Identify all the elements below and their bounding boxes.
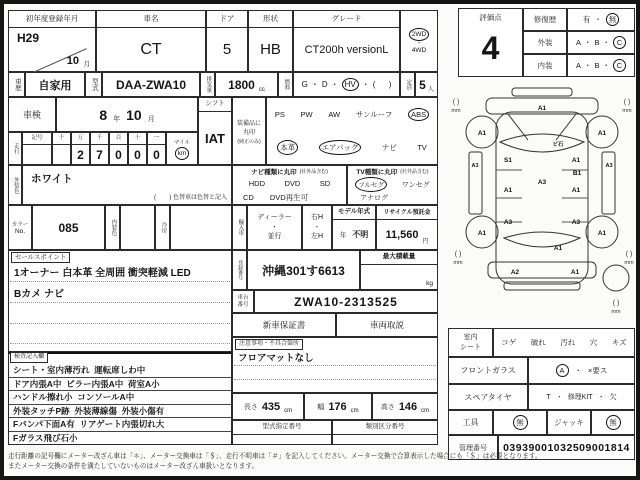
spare-t: T — [546, 393, 551, 401]
inspector-line-3: ハンドル擦れ小 コンソールA中 — [9, 391, 231, 405]
displacement-label-cell — [200, 72, 215, 97]
history-value: 自家用 — [25, 72, 85, 97]
mm-label-top-right: mm — [622, 108, 632, 114]
equipment-row-2 — [267, 131, 437, 164]
model-code-value: DAA-ZWA10 — [102, 72, 200, 97]
body-color-label-cell — [8, 165, 22, 205]
body-color-value: ホワイト — [31, 173, 73, 185]
tools-none-circled: 無 — [513, 415, 528, 430]
windshield-a-circled: A — [556, 364, 569, 377]
diagram-mark-left-sill: A3 — [471, 163, 479, 169]
management-no-value: 03939001032509001814 — [498, 435, 635, 460]
seat-label-cell — [448, 328, 493, 357]
handle-dot: ・ — [313, 223, 321, 231]
tv-items-row-1 — [348, 177, 437, 192]
recycle-value: 11,560 — [385, 228, 419, 241]
sales-rule-4 — [10, 343, 230, 344]
tv-fullseg-circled: フルセグ — [355, 177, 387, 192]
shift-label: シフト — [199, 98, 231, 112]
model-code-label-cell — [85, 72, 102, 97]
shape-label: 形状 — [249, 11, 292, 28]
digit-header-10k: 万 — [72, 133, 89, 145]
mm-label-bottom-right: mm — [624, 260, 634, 266]
classification-value — [333, 435, 437, 444]
import-label-cell — [232, 205, 247, 250]
spare-tire-label: スペアタイヤ — [448, 384, 528, 410]
exterior-grade-label: 外装 — [523, 31, 567, 54]
repair-no-circled: 無 — [606, 13, 620, 26]
handle-side-cell — [302, 205, 332, 250]
notes-rule-1 — [234, 365, 436, 366]
exterior-c-circled: C — [613, 36, 626, 49]
notes-rule-2 — [234, 379, 436, 380]
mileage-symbol-header: 記号 — [23, 133, 51, 145]
diagram-mark-right-quarter: A3 — [571, 219, 581, 226]
mm-label-top-left: mm — [451, 108, 461, 114]
diagram-mark-right-sill: A3 — [605, 163, 613, 169]
repair-dot: ・ — [594, 15, 602, 24]
seat-label-1: 室内 — [463, 334, 478, 342]
equipment-label-2: 丸印 — [242, 129, 255, 136]
equipment-label-1: 装備品に — [236, 120, 261, 127]
equipment-leather-circled: 本革 — [277, 140, 298, 155]
seat-item-burn: コゲ — [501, 338, 517, 347]
nav-hdd: HDD — [248, 179, 265, 189]
diagram-mark-fl-wheel: A1 — [477, 130, 487, 137]
model-year-value-row — [333, 220, 375, 249]
jack-value — [591, 410, 635, 435]
mileage-digit-10 — [128, 132, 147, 165]
seat-label-2: シート — [460, 343, 481, 351]
shift-cell — [198, 97, 232, 165]
equipment-items-cell — [266, 97, 438, 165]
type-designation-value — [233, 435, 331, 444]
tools-label: 工具 — [448, 410, 493, 435]
ac-value — [170, 205, 232, 250]
mileage-symbol-value — [23, 145, 51, 164]
spare-dot-1: ・ — [555, 394, 563, 401]
mileage-digit-1k — [90, 132, 109, 165]
door-seam-lines — [496, 170, 588, 222]
month-unit: 月 — [83, 61, 90, 68]
first-registration-month: 10 — [66, 55, 79, 67]
sales-line-1: 1オーナー 白本革 全周囲 衝突軽減 LED — [14, 268, 191, 279]
fuel-dot-2: ・ — [330, 80, 339, 89]
handle-left: 左H — [310, 233, 324, 241]
mm-bracket-bottom-left: ( ) — [454, 251, 462, 258]
model-year-cell — [332, 205, 376, 250]
interior-grade-label: 内装 — [523, 54, 567, 77]
registration-label: 登録番号 — [237, 260, 244, 280]
digit-100k — [53, 145, 70, 164]
height-label: 高さ — [380, 403, 395, 411]
history-label: 車歴 — [13, 78, 21, 91]
doors-cell — [206, 10, 248, 72]
inspector-line-4: 外装タッチP跡 外装薄線傷 外装小傷有 — [9, 405, 231, 419]
payload-cell — [360, 250, 438, 290]
capacity-unit: 人 — [427, 87, 434, 93]
rear-bumper-shape — [488, 262, 596, 278]
recycle-cell — [376, 205, 438, 250]
footer-notes — [8, 452, 632, 472]
chassis-value: ZWA10-2313525 — [254, 290, 438, 313]
nav-dvd-play: DVD再生可 — [269, 192, 309, 202]
first-registration-year: H29 — [17, 31, 40, 45]
nav-sd: SD — [319, 179, 331, 189]
model-code-label: 型式 — [90, 78, 98, 91]
grade-label: グレード — [294, 11, 399, 28]
jack-none-circled: 無 — [606, 415, 621, 430]
width-cell — [304, 393, 372, 420]
shape-value: HB — [260, 41, 281, 58]
car-name-value: CT — [140, 40, 162, 58]
rear-window-shape — [504, 232, 580, 247]
windshield-dot: ・ — [574, 366, 583, 375]
tv-type-header-row — [348, 166, 437, 177]
spare-repair-kit: 修理KIT — [567, 394, 593, 401]
color-change-note: ( ) 色替車は色替と記入 — [154, 195, 227, 201]
shaken-year-unit: 年 — [113, 115, 121, 123]
inspector-line-6: Fガラス飛び石小 — [13, 432, 78, 443]
handle-right: 右H — [310, 213, 324, 221]
inspector-line-5: Fバンパ下面A有 リアゲート内張切れ大 — [9, 418, 231, 432]
seat-item-scratch: キズ — [611, 338, 627, 347]
first-registration-label: 初年度登録年月 — [9, 11, 95, 28]
tv-type-cell — [347, 165, 438, 205]
repair-yes: 有 — [582, 15, 591, 24]
score-value: 4 — [481, 30, 500, 66]
body-color-cell — [22, 165, 232, 205]
sales-rule-3 — [10, 323, 230, 324]
mileage-unit-cell — [166, 132, 198, 165]
mileage-digit-100 — [109, 132, 128, 165]
equipment-sunroof: サンルーフ — [355, 110, 393, 119]
classification-label: 類別区分番号 — [333, 421, 437, 435]
digit-header-10: 十 — [129, 133, 146, 145]
capacity-label: 定員 — [405, 79, 412, 90]
windshield-x-note: ×要ス — [588, 366, 608, 375]
height-value: 146 — [398, 400, 418, 413]
digit-header-1: 一 — [148, 133, 165, 145]
mm-bracket-bottom-right: ( ) — [625, 251, 633, 258]
grade-value: CT200h versionL — [304, 43, 389, 56]
nav-cd: CD — [243, 192, 254, 202]
diagram-mark-front-bumper: A1 — [537, 105, 547, 112]
capacity-value: 5 — [419, 77, 426, 92]
rear-lower-bar-shape — [504, 282, 580, 290]
model-year-value: 不明 — [352, 230, 369, 239]
registration-value: 沖縄301す6613 — [247, 250, 360, 290]
drivetrain-separator: ・ — [415, 41, 422, 47]
digit-1k: 7 — [96, 147, 103, 162]
footer-line-2: またメーター交換の条件を満たしていないものはメーター改ざん車扱いとなります。 — [8, 463, 259, 471]
mm-bracket-spare: ( ) — [612, 300, 620, 307]
tools-value — [493, 410, 547, 435]
tv-type-header-small: (社外品含む) — [400, 169, 429, 175]
mm-bracket-top-left: ( ) — [452, 99, 460, 106]
windshield-shape — [500, 134, 584, 152]
color-no-label-2: No. — [14, 228, 26, 235]
exterior-dot-1: ・ — [584, 38, 592, 47]
doors-label: ドア — [207, 11, 247, 28]
interior-b: B — [594, 61, 600, 70]
chassis-label-1: 車台 — [237, 294, 249, 301]
equipment-navi: ナビ — [381, 143, 397, 152]
repair-history-value — [567, 8, 635, 31]
recycle-yen: 円 — [422, 239, 429, 245]
length-value: 435 — [261, 400, 281, 413]
height-unit: cm — [421, 407, 430, 414]
diagram-mark-left-fender: S1 — [504, 157, 512, 164]
fuel-dot-1: ・ — [310, 80, 319, 89]
nav-dvd: DVD — [284, 179, 301, 189]
model-year-label: モデル年式 — [333, 206, 375, 220]
diagram-mark-left-quarter: A3 — [503, 219, 513, 226]
right-sill-shape — [602, 152, 615, 214]
grade-cell — [293, 10, 400, 72]
equipment-label-cell — [232, 97, 266, 165]
seat-item-stain: 汚れ — [560, 338, 576, 347]
tv-analog: アナログ — [360, 195, 388, 202]
diagram-mark-rr-wheel: A1 — [597, 230, 607, 237]
mileage-label: 走行 — [12, 143, 19, 154]
color-no-label-cell — [8, 205, 32, 250]
nav-type-header-small: (社外品含む) — [299, 169, 328, 175]
diagram-mark-rl-wheel: A1 — [477, 230, 487, 237]
diagram-mark-right-fender: A1 — [571, 157, 581, 164]
import-label: 輸入車 — [237, 219, 244, 236]
interior-c-circled: C — [613, 59, 626, 72]
seat-items-cell — [493, 328, 635, 357]
chassis-label-2: 番号 — [237, 301, 249, 308]
jack-label: ジャッキ — [547, 410, 591, 435]
doors-value: 5 — [222, 41, 232, 58]
diagram-mark-rear-bumper-left: A2 — [510, 269, 520, 276]
digit-10k: 2 — [77, 147, 84, 162]
type-designation-cell — [232, 420, 332, 445]
displacement-value: 1800 — [228, 77, 255, 92]
shift-value: IAT — [205, 130, 225, 146]
inspector-tab: 検査記入欄 — [10, 352, 48, 363]
exterior-grade-value — [567, 31, 635, 54]
shape-cell — [248, 10, 293, 72]
fuel-hv-circled: HV — [342, 78, 359, 91]
digit-header-100k: 十 — [53, 133, 70, 145]
width-value: 176 — [328, 400, 347, 413]
windshield-label: フロントガラス — [448, 357, 528, 384]
mileage-label-cell — [8, 132, 22, 165]
fuel-dot-3: ・ — [361, 80, 370, 89]
ac-label: 冷房 — [160, 222, 167, 233]
tv-items-row-2 — [348, 192, 437, 204]
spare-dot-2: ・ — [597, 394, 605, 401]
exterior-a: A — [575, 38, 581, 47]
nav-items-row-2 — [233, 191, 346, 205]
capacity-cell — [415, 72, 438, 97]
interior-dot-2: ・ — [602, 61, 611, 70]
mm-bracket-top-right: ( ) — [623, 99, 631, 106]
interior-color-value — [120, 205, 155, 250]
mm-label-bottom-left: mm — [453, 260, 463, 266]
displacement-label: 排気量 — [205, 76, 212, 93]
equipment-airbag-circled: エアバッグ — [319, 140, 362, 155]
fuel-blank-paren: ( ) — [372, 80, 392, 89]
history-label-cell — [8, 72, 25, 97]
import-dealer: ディーラー — [257, 213, 292, 221]
diagram-mark-fr-wheel: A1 — [597, 130, 607, 137]
spare-tire-value — [528, 384, 635, 410]
shaken-month-unit: 月 — [147, 115, 155, 123]
score-label: 評価点 — [479, 12, 502, 22]
body-color-label: 外装色 — [12, 176, 19, 194]
first-registration-cell — [8, 10, 96, 72]
recycle-value-row — [377, 220, 437, 249]
equipment-tv: TV — [417, 143, 427, 152]
diagram-mark-right-fender-b: B1 — [572, 170, 582, 177]
inspector-box — [8, 352, 232, 445]
notes-tab: 注意事項・不具合箇所 — [235, 339, 303, 350]
mileage-symbol-cell — [22, 132, 52, 165]
equipment-aw: AW — [328, 110, 341, 119]
front-spoiler-shape — [512, 88, 572, 96]
payload-unit: kg — [426, 280, 433, 287]
interior-grade-value — [567, 54, 635, 77]
manual-cell: 車両取説 — [336, 313, 438, 337]
equipment-ps: PS — [274, 110, 285, 119]
repair-history-label: 修復歴 — [523, 8, 567, 31]
shaken-label: 車検 — [8, 97, 56, 132]
digit-10: 0 — [134, 147, 141, 162]
exterior-b: B — [594, 38, 600, 47]
fuel-cell — [293, 72, 400, 97]
displacement-unit: cc — [258, 87, 265, 93]
windshield-value — [528, 357, 635, 384]
diagram-mark-rear-bumper-right: A1 — [570, 269, 580, 276]
equipment-abs-circled: ABS — [408, 108, 429, 121]
inspector-line-2: ドア内張A中 ピラー内張A中 荷室A小 — [9, 378, 231, 392]
diagram-mark-right-door: A1 — [571, 187, 581, 194]
inspector-line-1: シート・室内薄汚れ 運転席しわ中 — [9, 364, 231, 378]
spare-missing: 欠 — [609, 394, 617, 401]
equipment-pw: PW — [300, 110, 313, 119]
drivetrain-2wd-circled: 2WD — [409, 28, 429, 41]
unit-km-circled: km — [175, 147, 190, 160]
sales-line-2: Bカメ ナビ — [14, 289, 64, 300]
nav-items-row-1 — [233, 177, 346, 191]
capacity-label-cell — [400, 72, 415, 97]
ac-label-cell — [155, 205, 170, 250]
drivetrain-cell — [400, 10, 438, 72]
payload-label: 最大積載量 — [361, 251, 437, 265]
length-cell — [232, 393, 304, 420]
drivetrain-4wd: 4WD — [411, 47, 427, 54]
digit-header-1k: 千 — [91, 133, 108, 145]
spare-tire-shape — [603, 265, 629, 291]
digit-header-100: 百 — [110, 133, 127, 145]
color-no-value: 085 — [32, 205, 105, 250]
footer-line-1: 走行距離の記号欄にメーター改ざん車は「＊」、メーター交換車は「＄」、走行不明車は「＃」を記入してください。メーター交換で合算表示した場合にも「＄」は必要となります。 — [8, 453, 542, 460]
first-registration-value — [9, 28, 95, 71]
fuel-gasoline: G — [301, 80, 308, 89]
fuel-label: 燃料 — [283, 79, 290, 90]
length-unit: cm — [284, 407, 293, 414]
chassis-label-cell — [232, 290, 254, 313]
sales-points-tab: セールスポイント — [11, 252, 70, 263]
import-dealer-dot: ・ — [271, 223, 278, 231]
management-no-label: 管理番号 — [448, 435, 498, 460]
recycle-label: リサイクル預託金 — [377, 206, 437, 220]
tv-oneseg: ワンセグ — [401, 181, 430, 189]
type-designation-label: 型式指定番号 — [233, 421, 331, 435]
warranty-cell: 新車保証書 — [232, 313, 336, 337]
car-name-cell — [96, 10, 206, 72]
mileage-digit-1 — [147, 132, 166, 165]
diagram-mark-roof: A3 — [537, 179, 547, 186]
fuel-diesel: D — [321, 80, 328, 89]
diagram-stone-chip-note: ビ石 — [552, 142, 564, 148]
width-unit: cm — [350, 407, 359, 414]
left-sill-shape — [469, 152, 482, 214]
unit-mile: マイル — [173, 139, 191, 146]
interior-color-label-cell — [105, 205, 120, 250]
length-label: 長さ — [243, 403, 258, 411]
mm-label-spare: mm — [611, 309, 621, 315]
score-cell — [458, 8, 523, 77]
car-damage-diagram — [444, 86, 638, 326]
diagram-mark-left-door: A1 — [503, 187, 513, 194]
seat-item-hole: 穴 — [589, 338, 598, 347]
nav-type-cell — [232, 165, 347, 205]
color-no-label-1: カラー — [11, 222, 29, 228]
classification-cell — [332, 420, 438, 445]
seat-item-tear: 破れ — [530, 338, 546, 347]
digit-100: 0 — [115, 147, 122, 162]
interior-dot-1: ・ — [584, 61, 592, 70]
shaken-year: 8 — [99, 106, 108, 123]
width-label: 幅 — [317, 403, 325, 411]
fuel-label-cell — [278, 72, 293, 97]
diagram-mark-rear-window: A1 — [553, 245, 563, 252]
equipment-row-1 — [267, 98, 437, 131]
car-name-label: 車名 — [97, 11, 205, 28]
shaken-value-cell — [56, 97, 198, 132]
digit-1: 0 — [153, 147, 160, 162]
displacement-cell — [215, 72, 278, 97]
interior-a: A — [575, 61, 581, 70]
equipment-label-3: (純正のみ) — [237, 138, 261, 145]
nav-type-header-row — [233, 166, 346, 177]
sales-rule-1 — [10, 281, 230, 282]
tv-type-header: TV種類に丸印 — [356, 169, 398, 176]
notes-line-1: フロアマットなし — [238, 353, 314, 364]
import-dealer-cell — [247, 205, 302, 250]
exterior-dot-2: ・ — [602, 38, 611, 47]
interior-color-label: 内装色 — [110, 219, 117, 236]
payload-value-area — [361, 265, 437, 289]
registration-label-cell — [232, 250, 247, 290]
shaken-month: 10 — [126, 106, 142, 123]
mileage-digit-10k — [71, 132, 90, 165]
height-cell — [372, 393, 438, 420]
sales-rule-2 — [10, 302, 230, 303]
model-year-unit: 年 — [339, 232, 347, 239]
nav-type-header: ナビ種類に丸印 — [251, 169, 297, 176]
import-parallel: 並行 — [267, 233, 282, 241]
mileage-digit-100k — [52, 132, 71, 165]
